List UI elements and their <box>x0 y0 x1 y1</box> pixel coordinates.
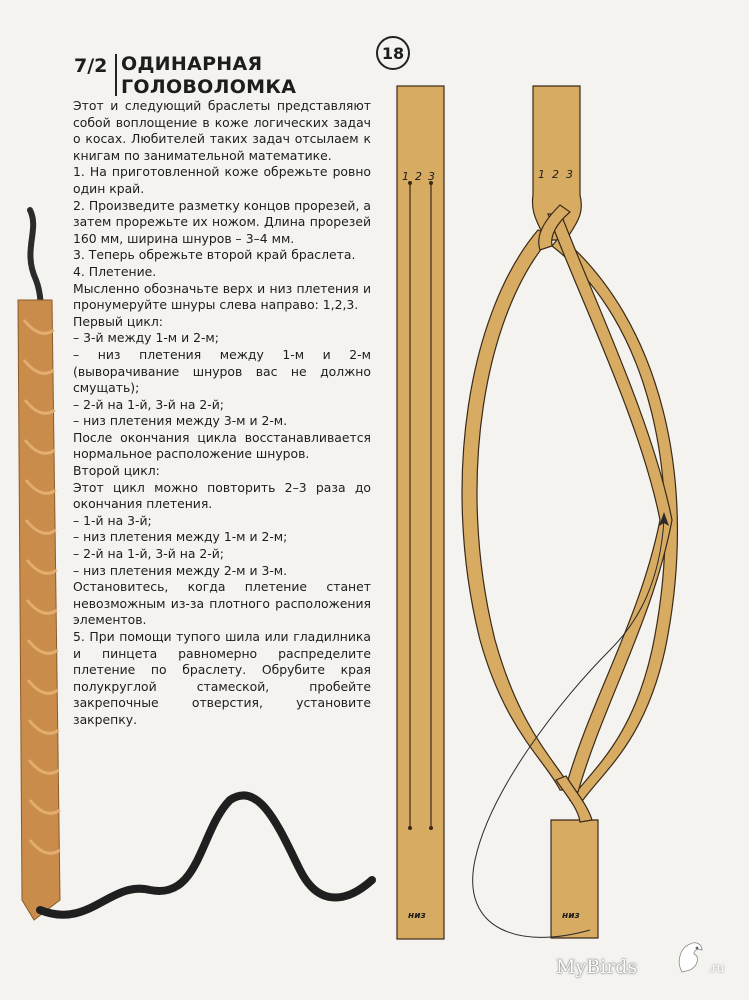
watermark: MyBirds <box>556 956 638 978</box>
bird-logo-icon <box>668 932 712 978</box>
figure-number-badge: 18 <box>376 36 410 70</box>
strand-number-3-braided: 3 <box>566 168 573 181</box>
bottom-label-left: низ <box>408 911 426 921</box>
paragraph: Мысленно обозначьте верх и низ плетения и пронумеруйте шнуры слева направо: 1,2,3. <box>73 280 371 313</box>
paragraph: – низ плетения между 2-м и 3-м. <box>73 562 288 578</box>
paragraph: – 2-й на 1-й, 3-й на 2-й; <box>73 546 224 562</box>
strand-number-1-braided: 1 <box>538 168 545 181</box>
paragraph: 3. Теперь обрежьте второй край браслета. <box>73 247 356 263</box>
paragraph: Первый цикл: <box>73 313 163 329</box>
bottom-label-right: низ <box>562 911 580 921</box>
paragraph: 5. При помощи тупого шила или гладилника и пинцета равномерно распределите плетение по браслету. Обрубите края полукруглой стамеской, пробейте закрепочные отверстия, установите закрепку. <box>73 629 371 727</box>
paragraph: Этот и следующий браслеты представляют собой воплощение в коже логических задач о косах. Любителей таких задач отсылаем к книгам по занимательной математике. <box>73 98 371 163</box>
strand-number-2: 2 <box>415 170 422 183</box>
section-number: 7/2 <box>74 55 108 77</box>
paragraph: Этот цикл можно повторить 2–3 раза до окончания плетения. <box>73 479 371 512</box>
paragraph: – 1-й на 3-й; <box>73 512 152 528</box>
paragraph: После окончания цикла восстанавливается нормальное расположение шнуров. <box>73 429 371 462</box>
paragraph: – низ плетения между 3-м и 2-м. <box>73 413 288 429</box>
strand-number-1: 1 <box>402 170 409 183</box>
paragraph: 4. Плетение. <box>73 263 157 279</box>
paragraph: Второй цикл: <box>73 463 160 479</box>
leather-strip-marked <box>397 86 444 939</box>
paragraph: – низ плетения между 1-м и 2-м; <box>73 529 288 545</box>
paragraph: – 3-й между 1-м и 2-м; <box>73 330 219 346</box>
strand-number-3: 3 <box>428 170 435 183</box>
title-line-1: ОДИНАРНАЯ <box>121 53 263 75</box>
strand-number-2-braided: 2 <box>552 168 559 181</box>
leather-strip-braided <box>462 86 677 938</box>
paragraph: – низ плетения между 1-м и 2-м (выворачивание шнуров вас не должно смущать); <box>73 346 371 396</box>
title-line-2: ГОЛОВОЛОМКА <box>121 76 297 98</box>
paragraph: 1. На приготовленной коже обрежьте ровно один край. <box>73 164 371 196</box>
watermark-domain: .ru <box>708 961 725 975</box>
paragraph: – 2-й на 1-й, 3-й на 2-й; <box>73 396 224 412</box>
paragraph: 2. Произведите разметку концов прорезей, а затем прорежьте их ножом. Длина прорезей 160 мм, ширина шнуров – 3–4 мм. <box>73 197 371 246</box>
paragraph: Остановитесь, когда плетение станет невозможным из-за плотного расположения элементов. <box>73 579 371 628</box>
